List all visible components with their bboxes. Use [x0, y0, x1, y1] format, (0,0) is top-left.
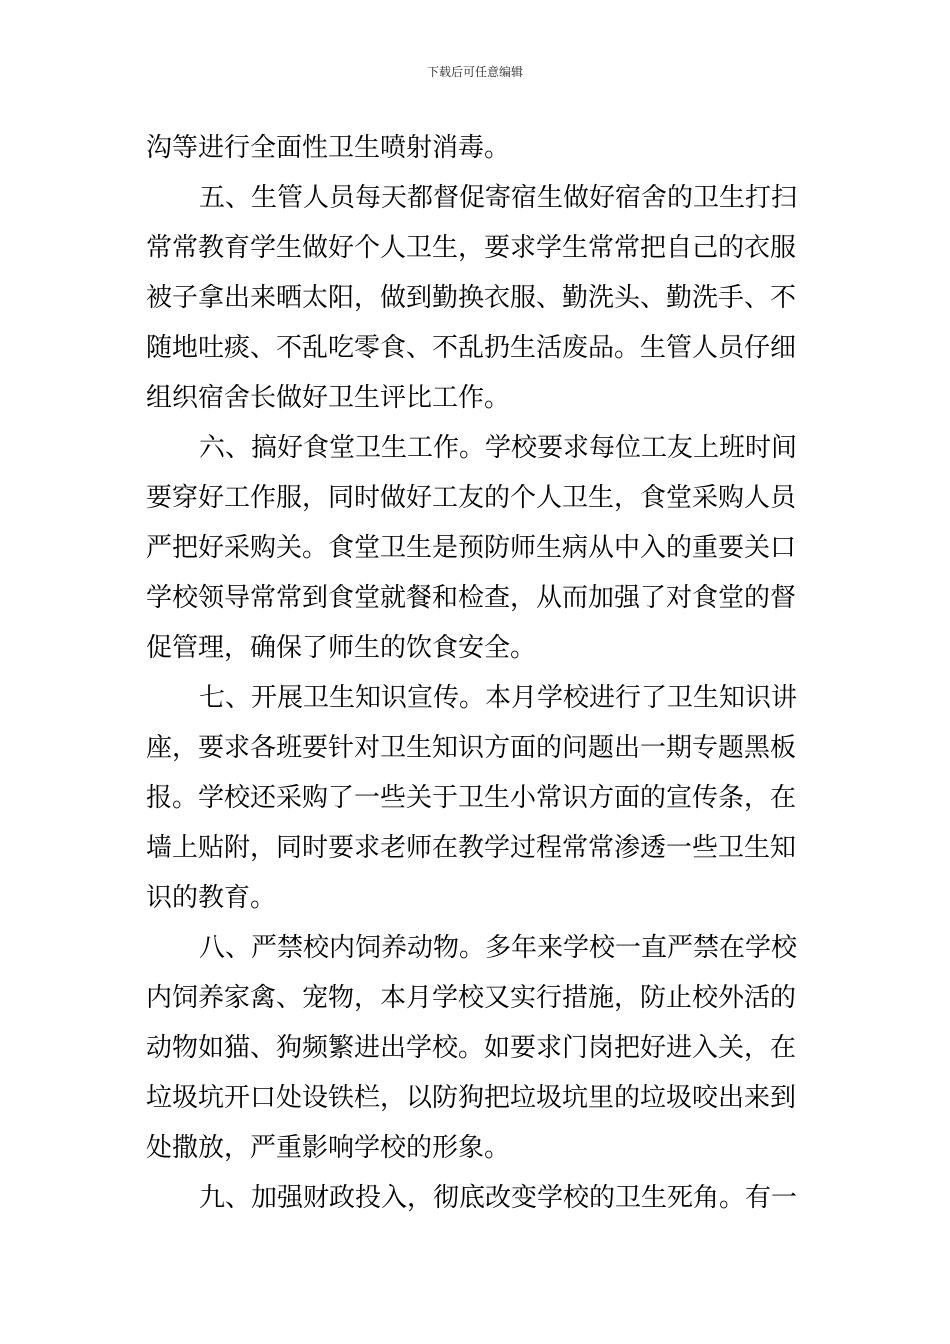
text-line: 处撒放，严重影响学校的形象。: [146, 1133, 511, 1163]
text-line: 垃圾坑开口处设铁栏，以防狗把垃圾坑里的垃圾咬出来到: [146, 1083, 797, 1113]
text-line: 座，要求各班要针对卫生知识方面的问题出一期专题黑板: [146, 733, 797, 763]
text-line: 常常教育学生做好个人卫生，要求学生常常把自己的衣服: [146, 233, 797, 263]
text-line: 要穿好工作服，同时做好工友的个人卫生，食堂采购人员: [146, 483, 797, 513]
document-body: [146, 123, 806, 1223]
text-line: 报。学校还采购了一些关于卫生小常识方面的宣传条，在: [146, 783, 797, 813]
paragraph-start-line: 七、开展卫生知识宣传。本月学校进行了卫生知识讲: [199, 683, 798, 713]
text-line: 识的教育。: [146, 883, 277, 913]
text-line: 促管理，确保了师生的饮食安全。: [146, 633, 537, 663]
text-line: 组织宿舍长做好卫生评比工作。: [146, 383, 511, 413]
text-line: 沟等进行全面性卫生喷射消毒。: [146, 133, 511, 163]
text-line: 内饲养家禽、宠物，本月学校又实行措施，防止校外活的: [146, 983, 797, 1013]
text-line: 学校领导常常到食堂就餐和检查，从而加强了对食堂的督: [146, 583, 797, 613]
paragraph-start-line: 八、严禁校内饲养动物。多年来学校一直严禁在学校: [199, 933, 798, 963]
paragraph-start-line: 九、加强财政投入，彻底改变学校的卫生死角。有一: [199, 1183, 798, 1213]
text-line: 被子拿出来晒太阳，做到勤换衣服、勤洗头、勤洗手、不: [146, 283, 797, 313]
paragraph-start-line: 五、生管人员每天都督促寄宿生做好宿舍的卫生打扫: [199, 183, 798, 213]
text-line: 墙上贴附，同时要求老师在教学过程常常渗透一些卫生知: [146, 833, 797, 863]
text-line: 严把好采购关。食堂卫生是预防师生病从中入的重要关口: [146, 533, 797, 563]
paragraph-start-line: 六、搞好食堂卫生工作。学校要求每位工友上班时间: [199, 433, 798, 463]
text-line: 随地吐痰、不乱吃零食、不乱扔生活废品。生管人员仔细: [146, 333, 797, 363]
text-line: 动物如猫、狗频繁进出学校。如要求门岗把好进入关，在: [146, 1033, 797, 1063]
header-note: 下载后可任意编辑: [426, 65, 523, 79]
